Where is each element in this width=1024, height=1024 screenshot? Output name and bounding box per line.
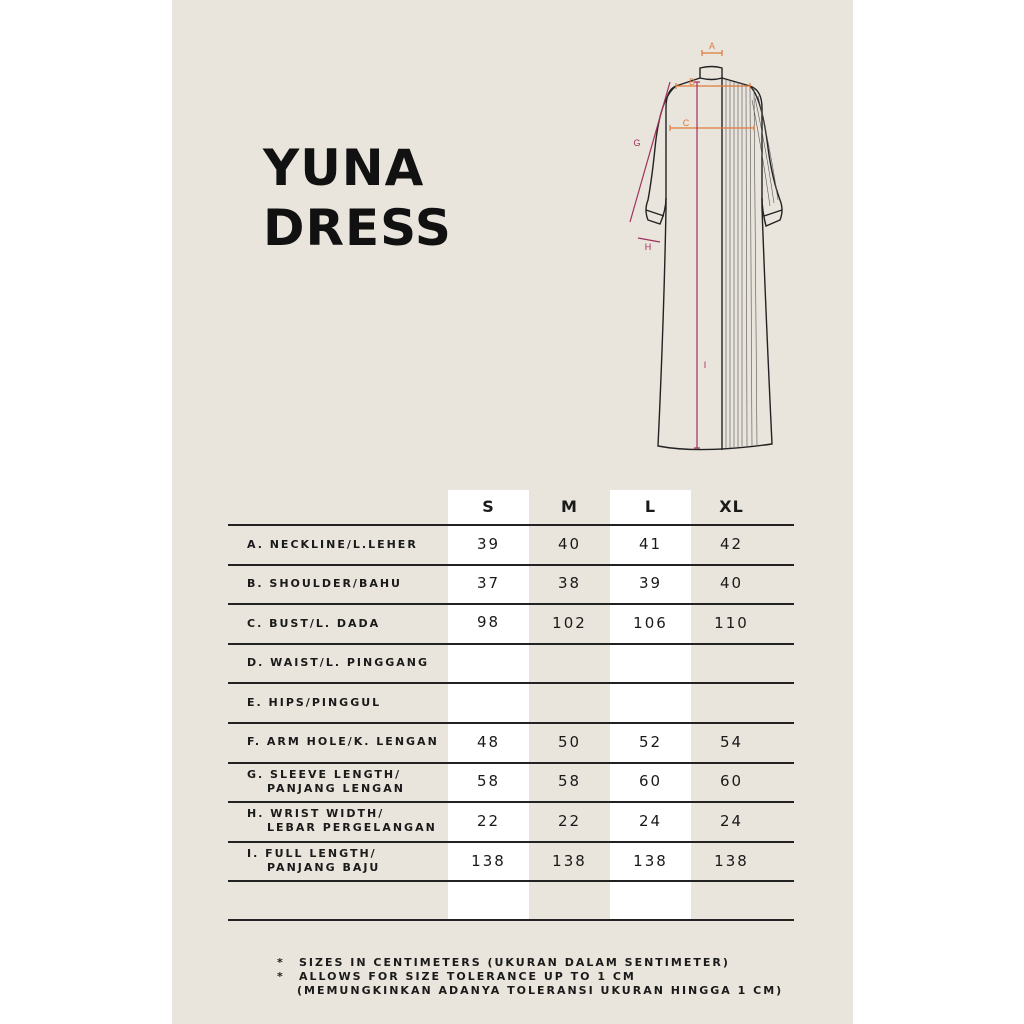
label-g: G [633, 138, 641, 148]
row-label-waist: D. WAIST/L. PINGGANG [247, 656, 430, 669]
size-header-l: L [644, 497, 657, 516]
cell-full-length-m: 138 [552, 852, 587, 870]
table-rule [228, 564, 794, 566]
row-label-neckline: A. NECKLINE/L.LEHER [247, 538, 418, 551]
title-line-2: DRESS [263, 199, 452, 257]
cell-bust-xl: 110 [714, 614, 749, 632]
note-tolerance: * ALLOWS FOR SIZE TOLERANCE UP TO 1 CM [277, 970, 636, 983]
cell-full-length-s: 138 [471, 852, 506, 870]
cell-wrist-l: 24 [638, 812, 663, 830]
cell-sleeve-s: 58 [476, 772, 501, 790]
row-label-arm-hole: F. ARM HOLE/K. LENGAN [247, 735, 439, 748]
note-tolerance-id: (MEMUNGKINKAN ADANYA TOLERANSI UKURAN HINGGA 1 CM) [297, 984, 784, 997]
table-rule [228, 919, 794, 921]
size-header-s: S [482, 497, 495, 516]
cell-neckline-m: 40 [557, 535, 582, 553]
cell-sleeve-l: 60 [638, 772, 663, 790]
row-label-hips: E. HIPS/PINGGUL [247, 696, 382, 709]
size-header-xl: XL [719, 497, 744, 516]
size-header-m: M [561, 497, 578, 516]
cell-bust-l: 106 [633, 614, 668, 632]
dress-diagram [600, 38, 800, 458]
cell-full-length-l: 138 [633, 852, 668, 870]
row-label-full-length: I. FULL LENGTH/ PANJANG BAJU [247, 847, 381, 874]
table-rule [228, 682, 794, 684]
cell-arm-hole-s: 48 [476, 733, 501, 751]
cell-full-length-xl: 138 [714, 852, 749, 870]
table-rule [228, 722, 794, 724]
cell-arm-hole-l: 52 [638, 733, 663, 751]
table-rule [228, 643, 794, 645]
cell-wrist-xl: 24 [719, 812, 744, 830]
cell-bust-s: 98 [476, 613, 501, 631]
label-i: I [703, 360, 707, 370]
cell-wrist-s: 22 [476, 812, 501, 830]
row-label-sleeve-length: G. SLEEVE LENGTH/ PANJANG LENGAN [247, 768, 405, 795]
cell-arm-hole-xl: 54 [719, 733, 744, 751]
cell-neckline-l: 41 [638, 535, 663, 553]
cell-neckline-s: 39 [476, 535, 501, 553]
cell-neckline-xl: 42 [719, 535, 744, 553]
table-rule [228, 841, 794, 843]
row-label-shoulder: B. SHOULDER/BAHU [247, 577, 402, 590]
cell-bust-m: 102 [552, 614, 587, 632]
table-rule [228, 880, 794, 882]
table-rule [228, 762, 794, 764]
product-title [263, 138, 452, 258]
label-b: B [688, 77, 696, 87]
footnotes [277, 956, 783, 998]
cell-sleeve-xl: 60 [719, 772, 744, 790]
cell-shoulder-m: 38 [557, 574, 582, 592]
cell-arm-hole-m: 50 [557, 733, 582, 751]
title-line-1: YUNA [263, 139, 425, 197]
cell-wrist-m: 22 [557, 812, 582, 830]
table-rule [228, 524, 794, 526]
cell-sleeve-m: 58 [557, 772, 582, 790]
label-a: A [708, 41, 716, 51]
note-sizes: * SIZES IN CENTIMETERS (UKURAN DALAM SENTIMETER) [277, 956, 730, 969]
table-rule [228, 603, 794, 605]
table-rule [228, 801, 794, 803]
cell-shoulder-s: 37 [476, 574, 501, 592]
label-h: H [644, 242, 652, 252]
row-label-bust: C. BUST/L. DADA [247, 617, 381, 630]
label-c: C [682, 118, 690, 128]
cell-shoulder-xl: 40 [719, 574, 744, 592]
cell-shoulder-l: 39 [638, 574, 663, 592]
row-label-wrist-width: H. WRIST WIDTH/ LEBAR PERGELANGAN [247, 807, 437, 834]
